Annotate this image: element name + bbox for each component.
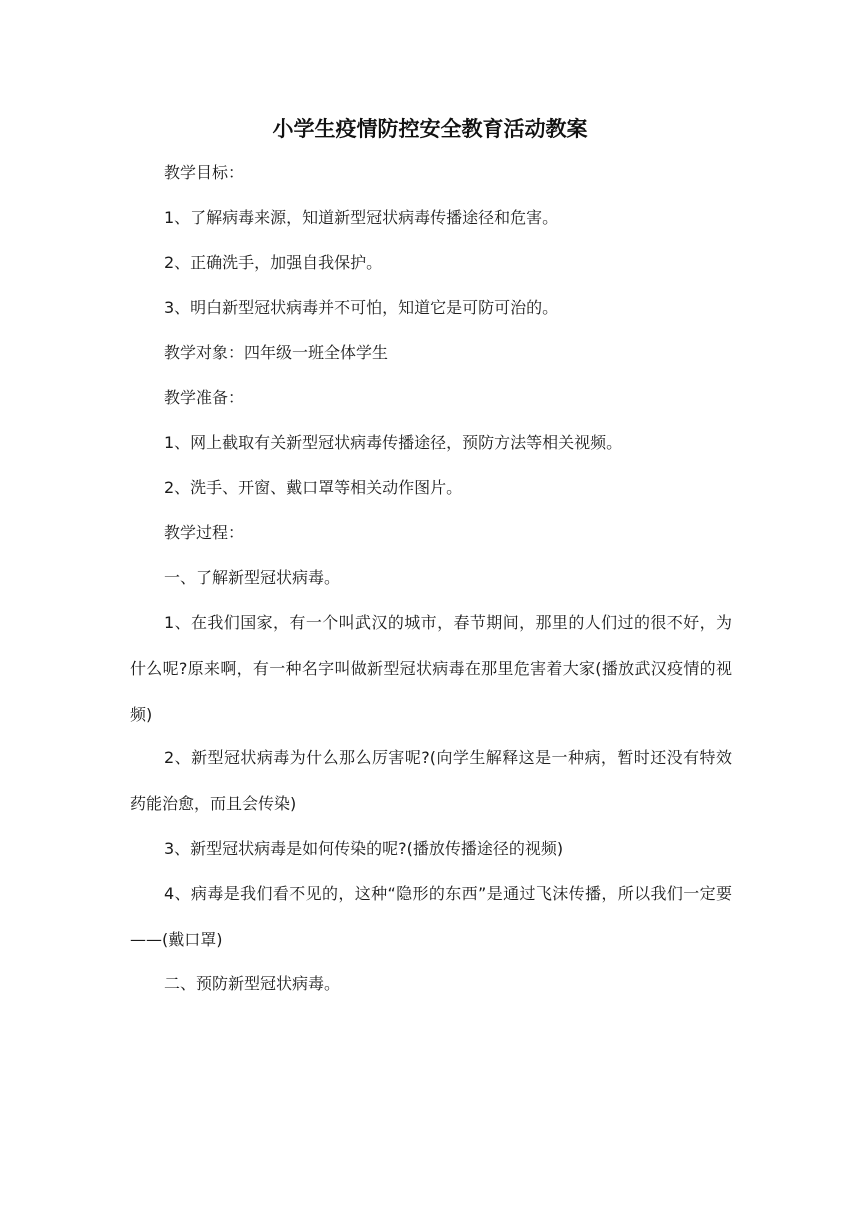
paragraph-preparation-1: 1、网上截取有关新型冠状病毒传播途径，预防方法等相关视频。 [164,433,623,452]
paragraph-step-3: 3、新型冠状病毒是如何传染的呢?(播放传播途径的视频) [164,839,564,858]
paragraph-goal-2: 2、正确洗手，加强自我保护。 [164,253,383,272]
paragraph-step-1: 1、在我们国家，有一个叫武汉的城市，春节期间，那里的人们过的很不好，为什么呢?原来啊，有一种名字叫做新型冠状病毒在那里危害着大家(播放武汉疫情的视频) [130,613,732,724]
paragraph-goal-3: 3、明白新型冠状病毒并不可怕，知道它是可防可治的。 [164,298,559,317]
paragraph-goal-1: 1、了解病毒来源，知道新型冠状病毒传播途径和危害。 [164,208,559,227]
paragraph-step-2: 2、新型冠状病毒为什么那么厉害呢?(向学生解释这是一种病，暂时还没有特效药能治愈，而且会传染) [130,748,732,813]
document-title: 小学生疫情防控安全教育活动教案 [272,117,588,141]
paragraph-section-2-heading: 二、预防新型冠状病毒。 [164,974,341,993]
paragraph-teaching-goals-heading: 教学目标： [164,163,245,182]
paragraph-process-heading: 教学过程： [164,523,245,542]
paragraph-section-1-heading: 一、了解新型冠状病毒。 [164,568,341,587]
paragraph-teaching-target: 教学对象：四年级一班全体学生 [164,343,389,362]
paragraph-preparation-2: 2、洗手、开窗、戴口罩等相关动作图片。 [164,478,463,497]
paragraph-preparation-heading: 教学准备： [164,388,245,407]
paragraph-step-4: 4、病毒是我们看不见的，这种“隐形的东西”是通过飞沫传播，所以我们一定要——(戴口罩) [130,884,732,949]
